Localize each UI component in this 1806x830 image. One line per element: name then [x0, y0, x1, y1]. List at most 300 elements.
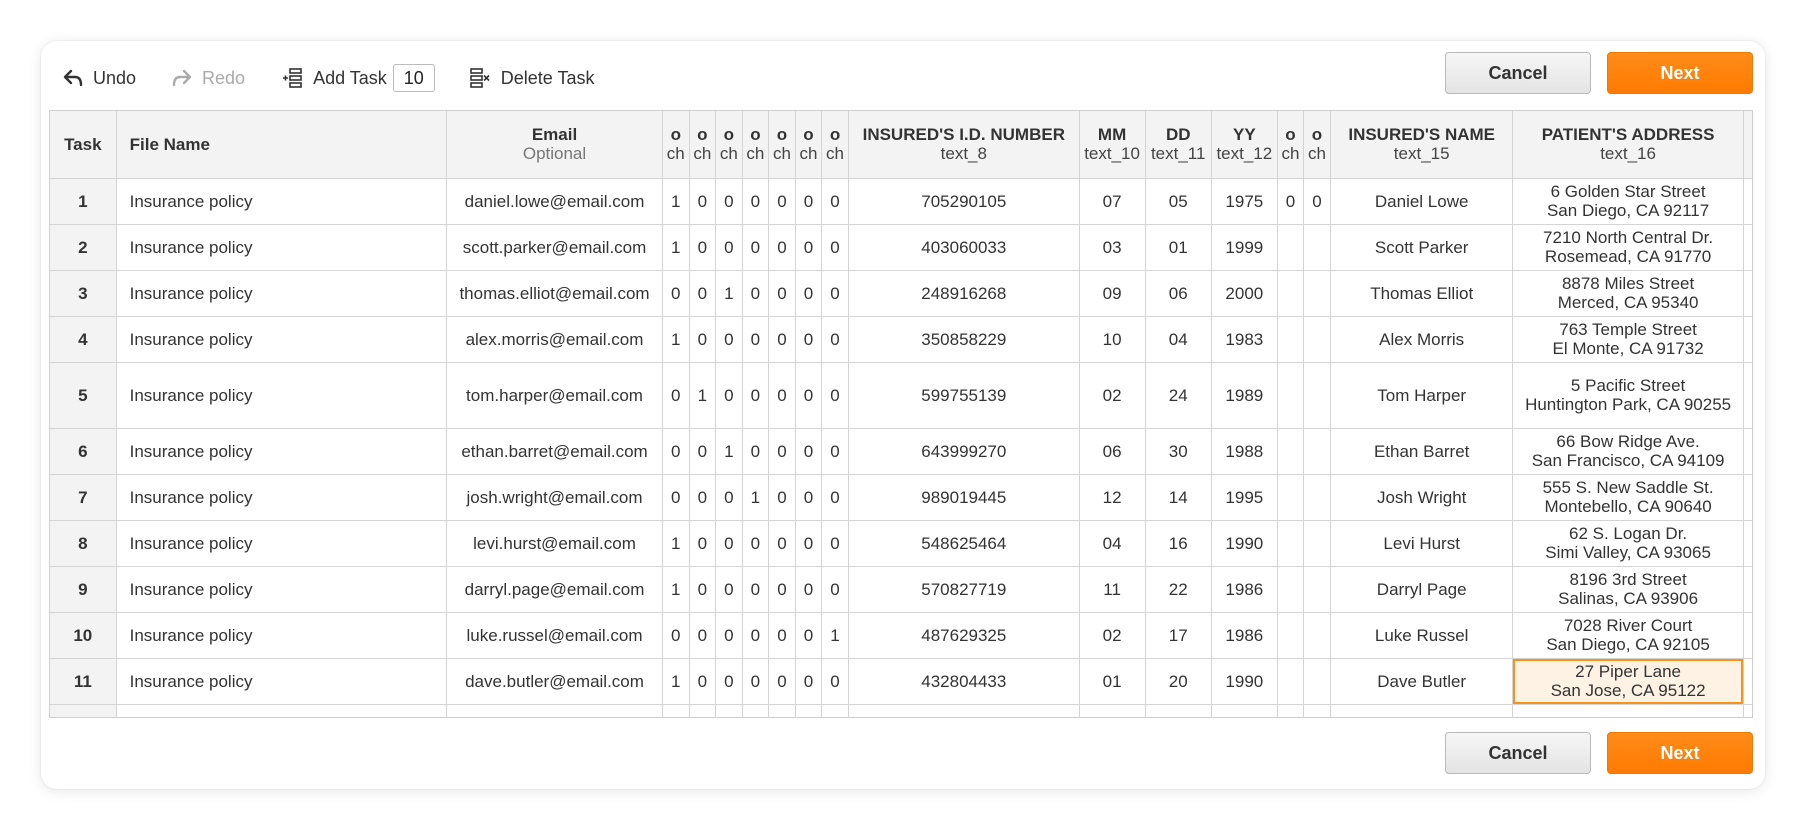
- mm-cell[interactable]: 01: [1079, 658, 1145, 704]
- file-name-cell[interactable]: Insurance policy: [116, 428, 447, 474]
- cancel-button[interactable]: Cancel: [1445, 52, 1591, 94]
- insured-name-cell[interactable]: Daniel Lowe: [1331, 178, 1513, 224]
- mm-cell[interactable]: 03: [1079, 224, 1145, 270]
- row-number[interactable]: 5: [50, 362, 116, 428]
- header-check-sub: ch: [693, 144, 712, 164]
- cancel-button[interactable]: Cancel: [1445, 732, 1591, 774]
- empty-cell: [849, 704, 1079, 718]
- checkbox-cell[interactable]: 0: [1277, 178, 1303, 224]
- checkbox-cell[interactable]: 0: [768, 566, 795, 612]
- table-body: [50, 178, 1753, 718]
- header-check-sub: ch: [746, 144, 765, 164]
- email-cell[interactable]: scott.parker@email.com: [447, 224, 662, 270]
- header-check-title: o: [697, 125, 708, 145]
- checkbox-cell[interactable]: [1277, 270, 1303, 316]
- checkbox-cell[interactable]: [1277, 658, 1303, 704]
- row-number[interactable]: 8: [50, 520, 116, 566]
- file-name-cell[interactable]: Insurance policy: [116, 520, 447, 566]
- checkbox-cell[interactable]: 0: [715, 566, 742, 612]
- header-patient-address[interactable]: [1513, 111, 1743, 178]
- address-line-2: El Monte, CA 91732: [1552, 339, 1704, 358]
- address-line-2: Salinas, CA 93906: [1558, 589, 1699, 608]
- header-check-title: o: [829, 125, 841, 145]
- insured-id-cell[interactable]: 548625464: [849, 520, 1079, 566]
- checkbox-cell[interactable]: 0: [715, 520, 742, 566]
- insured-name-cell[interactable]: Dave Butler: [1331, 658, 1513, 704]
- add-task-button[interactable]: [281, 64, 435, 92]
- checkbox-cell[interactable]: 0: [715, 658, 742, 704]
- next-button[interactable]: Next: [1607, 732, 1753, 774]
- spacer-cell: [1743, 658, 1753, 704]
- address-line-1: 62 S. Logan Dr.: [1569, 524, 1688, 543]
- dd-cell[interactable]: 16: [1145, 520, 1211, 566]
- bottom-actions: [1445, 732, 1753, 774]
- add-row-icon: [281, 67, 303, 89]
- checkbox-cell[interactable]: [1277, 474, 1303, 520]
- checkbox-cell[interactable]: 0: [689, 658, 715, 704]
- checkbox-cell[interactable]: [1277, 612, 1303, 658]
- row-number[interactable]: 10: [50, 612, 116, 658]
- header-insured-name[interactable]: [1331, 111, 1513, 178]
- checkbox-cell[interactable]: 0: [715, 474, 742, 520]
- redo-button[interactable]: [172, 68, 245, 89]
- header-check[interactable]: [662, 111, 689, 178]
- mm-cell[interactable]: 04: [1079, 520, 1145, 566]
- email-cell[interactable]: dave.butler@email.com: [447, 658, 662, 704]
- yy-cell[interactable]: 1983: [1211, 316, 1277, 362]
- email-cell[interactable]: thomas.elliot@email.com: [447, 270, 662, 316]
- mm-cell[interactable]: 02: [1079, 612, 1145, 658]
- header-email[interactable]: [447, 111, 662, 178]
- row-number[interactable]: 3: [50, 270, 116, 316]
- file-name-cell[interactable]: Insurance policy: [116, 224, 447, 270]
- checkbox-cell[interactable]: 0: [715, 612, 742, 658]
- checkbox-cell[interactable]: 0: [822, 362, 849, 428]
- checkbox-cell[interactable]: [1277, 316, 1303, 362]
- header-email-sub: Optional: [522, 144, 587, 164]
- header-check[interactable]: [768, 111, 795, 178]
- checkbox-cell[interactable]: 0: [742, 520, 768, 566]
- header-check[interactable]: [715, 111, 742, 178]
- empty-cell: [1277, 704, 1303, 718]
- table-row: [50, 658, 1753, 704]
- mm-cell[interactable]: 06: [1079, 428, 1145, 474]
- checkbox-cell[interactable]: [1303, 658, 1330, 704]
- empty-cell: [662, 704, 689, 718]
- checkbox-cell[interactable]: 0: [768, 520, 795, 566]
- checkbox-cell[interactable]: [1303, 474, 1330, 520]
- checkbox-cell[interactable]: 0: [768, 224, 795, 270]
- yy-cell[interactable]: 1990: [1211, 658, 1277, 704]
- dd-cell[interactable]: 04: [1145, 316, 1211, 362]
- checkbox-cell[interactable]: [1303, 520, 1330, 566]
- checkbox-cell[interactable]: 1: [715, 270, 742, 316]
- address-line-1: 8196 3rd Street: [1569, 570, 1687, 589]
- address-line-2: Merced, CA 95340: [1557, 293, 1699, 312]
- checkbox-cell[interactable]: 0: [795, 270, 821, 316]
- file-name-cell[interactable]: Insurance policy: [116, 316, 447, 362]
- checkbox-cell[interactable]: 0: [768, 474, 795, 520]
- checkbox-cell[interactable]: 1: [662, 178, 689, 224]
- spacer-cell: [1743, 270, 1753, 316]
- empty-cell: [50, 704, 116, 718]
- insured-name-cell[interactable]: Alex Morris: [1331, 316, 1513, 362]
- header-check[interactable]: [822, 111, 849, 178]
- header-check-title: o: [670, 125, 681, 145]
- patient-address-cell[interactable]: [1513, 566, 1743, 612]
- checkbox-cell[interactable]: [1303, 270, 1330, 316]
- dd-cell[interactable]: 05: [1145, 178, 1211, 224]
- header-check-sub: ch: [826, 144, 845, 164]
- checkbox-cell[interactable]: 0: [822, 658, 849, 704]
- checkbox-cell[interactable]: 0: [715, 316, 742, 362]
- header-check[interactable]: [689, 111, 715, 178]
- file-name-cell[interactable]: Insurance policy: [116, 270, 447, 316]
- empty-cell: [1303, 704, 1330, 718]
- address-line-1: 27 Piper Lane: [1575, 662, 1682, 681]
- email-cell[interactable]: josh.wright@email.com: [447, 474, 662, 520]
- address-line-1: 7028 River Court: [1563, 616, 1693, 635]
- header-yy[interactable]: [1211, 111, 1277, 178]
- checkbox-cell[interactable]: 0: [822, 428, 849, 474]
- header-dd[interactable]: [1145, 111, 1211, 178]
- empty-cell: [689, 704, 715, 718]
- checkbox-cell[interactable]: 0: [662, 270, 689, 316]
- yy-cell[interactable]: 1999: [1211, 224, 1277, 270]
- checkbox-cell[interactable]: 0: [795, 362, 821, 428]
- checkbox-cell[interactable]: [1277, 224, 1303, 270]
- yy-cell[interactable]: 2000: [1211, 270, 1277, 316]
- checkbox-cell[interactable]: 0: [768, 612, 795, 658]
- yy-cell[interactable]: 1989: [1211, 362, 1277, 428]
- checkbox-cell[interactable]: [1303, 428, 1330, 474]
- insured-id-cell[interactable]: 487629325: [849, 612, 1079, 658]
- insured-id-cell[interactable]: 705290105: [849, 178, 1079, 224]
- checkbox-cell[interactable]: 1: [662, 520, 689, 566]
- patient-address-cell[interactable]: [1513, 658, 1743, 704]
- header-patient-address-title: PATIENT'S ADDRESS: [1541, 125, 1715, 145]
- insured-name-cell[interactable]: Darryl Page: [1331, 566, 1513, 612]
- email-cell[interactable]: luke.russel@email.com: [447, 612, 662, 658]
- header-yy-sub: text_12: [1216, 144, 1273, 164]
- yy-cell[interactable]: 1986: [1211, 612, 1277, 658]
- top-actions: [1445, 52, 1753, 94]
- checkbox-cell[interactable]: 0: [715, 178, 742, 224]
- table-row: [50, 178, 1753, 224]
- email-cell[interactable]: darryl.page@email.com: [447, 566, 662, 612]
- checkbox-cell[interactable]: 0: [662, 428, 689, 474]
- toolbar: [63, 56, 631, 100]
- checkbox-cell[interactable]: 0: [795, 658, 821, 704]
- header-file-name[interactable]: File Name: [116, 111, 447, 178]
- checkbox-cell[interactable]: 0: [689, 566, 715, 612]
- file-name-cell[interactable]: Insurance policy: [116, 474, 447, 520]
- checkbox-cell[interactable]: 1: [689, 362, 715, 428]
- checkbox-cell[interactable]: 1: [715, 428, 742, 474]
- row-number[interactable]: 7: [50, 474, 116, 520]
- delete-row-icon: [469, 67, 491, 89]
- file-name-cell[interactable]: Insurance policy: [116, 612, 447, 658]
- row-number[interactable]: 2: [50, 224, 116, 270]
- checkbox-cell[interactable]: [1277, 362, 1303, 428]
- row-number[interactable]: 6: [50, 428, 116, 474]
- mm-cell[interactable]: 07: [1079, 178, 1145, 224]
- checkbox-cell[interactable]: 1: [662, 224, 689, 270]
- checkbox-cell[interactable]: 0: [822, 316, 849, 362]
- patient-address-cell[interactable]: [1513, 224, 1743, 270]
- checkbox-cell[interactable]: 0: [689, 474, 715, 520]
- checkbox-cell[interactable]: [1277, 520, 1303, 566]
- email-cell[interactable]: ethan.barret@email.com: [447, 428, 662, 474]
- checkbox-cell[interactable]: 0: [689, 224, 715, 270]
- header-task[interactable]: Task: [50, 111, 116, 178]
- patient-address-cell[interactable]: [1513, 474, 1743, 520]
- header-check-title: o: [1311, 125, 1323, 145]
- checkbox-cell[interactable]: 0: [822, 270, 849, 316]
- dd-cell[interactable]: 22: [1145, 566, 1211, 612]
- checkbox-cell[interactable]: 0: [689, 178, 715, 224]
- checkbox-cell[interactable]: 0: [768, 658, 795, 704]
- next-button[interactable]: Next: [1607, 52, 1753, 94]
- undo-label: Undo: [93, 67, 137, 88]
- checkbox-cell[interactable]: 1: [662, 316, 689, 362]
- checkbox-cell[interactable]: 0: [795, 316, 821, 362]
- insured-id-cell[interactable]: 248916268: [849, 270, 1079, 316]
- checkbox-cell[interactable]: 0: [742, 178, 768, 224]
- checkbox-cell[interactable]: 0: [768, 362, 795, 428]
- checkbox-cell[interactable]: 0: [768, 270, 795, 316]
- yy-cell[interactable]: 1990: [1211, 520, 1277, 566]
- undo-button[interactable]: [63, 68, 136, 89]
- email-cell[interactable]: daniel.lowe@email.com: [447, 178, 662, 224]
- header-insured-id[interactable]: [849, 111, 1079, 178]
- mm-cell[interactable]: 09: [1079, 270, 1145, 316]
- checkbox-cell[interactable]: 0: [742, 224, 768, 270]
- insured-name-cell[interactable]: Tom Harper: [1331, 362, 1513, 428]
- yy-cell[interactable]: 1995: [1211, 474, 1277, 520]
- dd-cell[interactable]: 01: [1145, 224, 1211, 270]
- email-cell[interactable]: levi.hurst@email.com: [447, 520, 662, 566]
- insured-id-cell[interactable]: 599755139: [849, 362, 1079, 428]
- patient-address-cell[interactable]: [1513, 612, 1743, 658]
- row-number[interactable]: 9: [50, 566, 116, 612]
- patient-address-cell[interactable]: [1513, 428, 1743, 474]
- checkbox-cell[interactable]: 0: [768, 428, 795, 474]
- header-check-sub: ch: [772, 144, 791, 164]
- insured-name-cell[interactable]: Scott Parker: [1331, 224, 1513, 270]
- table-row: [50, 316, 1753, 362]
- checkbox-cell[interactable]: 0: [795, 428, 821, 474]
- patient-address-cell[interactable]: [1513, 270, 1743, 316]
- address-line-2: Rosemead, CA 91770: [1544, 247, 1712, 266]
- checkbox-cell[interactable]: [1303, 566, 1330, 612]
- header-check-title: o: [803, 125, 814, 145]
- header-mm[interactable]: [1079, 111, 1145, 178]
- checkbox-cell[interactable]: 0: [662, 612, 689, 658]
- insured-id-cell[interactable]: 989019445: [849, 474, 1079, 520]
- file-name-cell[interactable]: Insurance policy: [116, 362, 447, 428]
- header-spacer: [1743, 111, 1753, 178]
- checkbox-cell[interactable]: 0: [689, 612, 715, 658]
- checkbox-cell[interactable]: [1303, 362, 1330, 428]
- insured-id-cell[interactable]: 570827719: [849, 566, 1079, 612]
- checkbox-cell[interactable]: 0: [715, 224, 742, 270]
- insured-id-cell[interactable]: 403060033: [849, 224, 1079, 270]
- table-row: [50, 704, 1753, 718]
- checkbox-cell[interactable]: 0: [742, 658, 768, 704]
- spacer-cell: [1743, 178, 1753, 224]
- address-line-1: 6 Golden Star Street: [1550, 182, 1706, 201]
- header-email-title: Email: [531, 125, 578, 145]
- checkbox-cell[interactable]: 0: [689, 270, 715, 316]
- checkbox-cell[interactable]: 0: [742, 270, 768, 316]
- checkbox-cell[interactable]: 0: [768, 178, 795, 224]
- checkbox-cell[interactable]: 0: [822, 566, 849, 612]
- checkbox-cell[interactable]: 0: [822, 224, 849, 270]
- delete-task-button[interactable]: [469, 67, 595, 89]
- insured-id-cell[interactable]: 432804433: [849, 658, 1079, 704]
- header-check[interactable]: [1303, 111, 1330, 178]
- spacer-cell: [1743, 362, 1753, 428]
- checkbox-cell[interactable]: 1: [742, 474, 768, 520]
- header-dd-title: DD: [1165, 125, 1191, 145]
- checkbox-cell[interactable]: 0: [742, 428, 768, 474]
- checkbox-cell[interactable]: 0: [662, 362, 689, 428]
- patient-address-cell[interactable]: [1513, 520, 1743, 566]
- patient-address-cell[interactable]: [1513, 362, 1743, 428]
- empty-cell: [742, 704, 768, 718]
- checkbox-cell[interactable]: 0: [715, 362, 742, 428]
- yy-cell[interactable]: 1975: [1211, 178, 1277, 224]
- checkbox-cell[interactable]: 0: [742, 566, 768, 612]
- checkbox-cell[interactable]: 0: [822, 520, 849, 566]
- insured-id-cell[interactable]: 350858229: [849, 316, 1079, 362]
- dd-cell[interactable]: 17: [1145, 612, 1211, 658]
- address-line-2: Montebello, CA 90640: [1544, 497, 1712, 516]
- checkbox-cell[interactable]: 0: [742, 362, 768, 428]
- spacer-cell: [1743, 316, 1753, 362]
- checkbox-cell[interactable]: 0: [742, 316, 768, 362]
- row-number[interactable]: 11: [50, 658, 116, 704]
- checkbox-cell[interactable]: [1303, 612, 1330, 658]
- insured-name-cell[interactable]: Josh Wright: [1331, 474, 1513, 520]
- address-line-2: Simi Valley, CA 93065: [1545, 543, 1711, 562]
- dd-cell[interactable]: 30: [1145, 428, 1211, 474]
- table-row: [50, 270, 1753, 316]
- insured-id-cell[interactable]: 643999270: [849, 428, 1079, 474]
- table-row: [50, 474, 1753, 520]
- yy-cell[interactable]: 1988: [1211, 428, 1277, 474]
- patient-address-cell[interactable]: [1513, 178, 1743, 224]
- mm-cell[interactable]: 11: [1079, 566, 1145, 612]
- checkbox-cell[interactable]: [1277, 428, 1303, 474]
- header-insured-name-sub: text_15: [1393, 144, 1450, 164]
- spacer-cell: [1743, 520, 1753, 566]
- address-line-1: 763 Temple Street: [1559, 320, 1697, 339]
- table-row: [50, 520, 1753, 566]
- row-number[interactable]: 1: [50, 178, 116, 224]
- checkbox-cell[interactable]: 0: [795, 566, 821, 612]
- checkbox-cell[interactable]: 0: [795, 178, 821, 224]
- header-check[interactable]: [795, 111, 821, 178]
- checkbox-cell[interactable]: [1303, 316, 1330, 362]
- redo-icon: [172, 69, 192, 87]
- data-grid[interactable]: [49, 110, 1753, 718]
- header-check-title: o: [1285, 125, 1296, 145]
- checkbox-cell[interactable]: 0: [822, 474, 849, 520]
- address-line-2: San Diego, CA 92117: [1546, 201, 1710, 220]
- checkbox-cell[interactable]: 0: [689, 316, 715, 362]
- dd-cell[interactable]: 14: [1145, 474, 1211, 520]
- email-cell[interactable]: alex.morris@email.com: [447, 316, 662, 362]
- empty-cell: [768, 704, 795, 718]
- checkbox-cell[interactable]: 1: [822, 612, 849, 658]
- email-cell[interactable]: tom.harper@email.com: [447, 362, 662, 428]
- header-check[interactable]: [1277, 111, 1303, 178]
- mm-cell[interactable]: 02: [1079, 362, 1145, 428]
- table-row: [50, 224, 1753, 270]
- checkbox-cell[interactable]: 0: [1303, 178, 1330, 224]
- mm-cell[interactable]: 12: [1079, 474, 1145, 520]
- checkbox-cell[interactable]: 0: [795, 612, 821, 658]
- insured-name-cell[interactable]: Ethan Barret: [1331, 428, 1513, 474]
- checkbox-cell[interactable]: 1: [662, 566, 689, 612]
- table-row: [50, 612, 1753, 658]
- patient-address-cell[interactable]: [1513, 316, 1743, 362]
- dd-cell[interactable]: 06: [1145, 270, 1211, 316]
- address-line-1: 8878 Miles Street: [1561, 274, 1695, 293]
- table-row: [50, 566, 1753, 612]
- checkbox-cell[interactable]: 0: [689, 520, 715, 566]
- checkbox-cell[interactable]: [1277, 566, 1303, 612]
- file-name-cell[interactable]: Insurance policy: [116, 566, 447, 612]
- insured-name-cell[interactable]: Thomas Elliot: [1331, 270, 1513, 316]
- checkbox-cell[interactable]: 0: [795, 224, 821, 270]
- row-number[interactable]: 4: [50, 316, 116, 362]
- address-line-2: Huntington Park, CA 90255: [1525, 395, 1732, 414]
- checkbox-cell[interactable]: 0: [768, 316, 795, 362]
- header-check-sub: ch: [1307, 144, 1326, 164]
- empty-cell: [1211, 704, 1277, 718]
- mm-cell[interactable]: 10: [1079, 316, 1145, 362]
- address-line-2: San Francisco, CA 94109: [1531, 451, 1725, 470]
- address-line-2: San Diego, CA 92105: [1546, 635, 1710, 654]
- checkbox-cell[interactable]: 0: [822, 178, 849, 224]
- checkbox-cell[interactable]: [1303, 224, 1330, 270]
- file-name-cell[interactable]: Insurance policy: [116, 178, 447, 224]
- header-check[interactable]: [742, 111, 768, 178]
- checkbox-cell[interactable]: 0: [795, 474, 821, 520]
- header-dd-sub: text_11: [1150, 144, 1206, 164]
- checkbox-cell[interactable]: 1: [662, 658, 689, 704]
- header-check-sub: ch: [719, 144, 738, 164]
- yy-cell[interactable]: 1986: [1211, 566, 1277, 612]
- insured-name-cell[interactable]: Levi Hurst: [1331, 520, 1513, 566]
- task-count-input[interactable]: 10: [393, 64, 435, 92]
- checkbox-cell[interactable]: 0: [689, 428, 715, 474]
- header-check-sub: ch: [1281, 144, 1300, 164]
- checkbox-cell[interactable]: 0: [795, 520, 821, 566]
- checkbox-cell[interactable]: 0: [662, 474, 689, 520]
- tasks-table: [50, 111, 1753, 718]
- dd-cell[interactable]: 20: [1145, 658, 1211, 704]
- header-check-sub: ch: [799, 144, 818, 164]
- checkbox-cell[interactable]: 0: [742, 612, 768, 658]
- dd-cell[interactable]: 24: [1145, 362, 1211, 428]
- file-name-cell[interactable]: Insurance policy: [116, 658, 447, 704]
- header-check-title: o: [776, 125, 788, 145]
- insured-name-cell[interactable]: Luke Russel: [1331, 612, 1513, 658]
